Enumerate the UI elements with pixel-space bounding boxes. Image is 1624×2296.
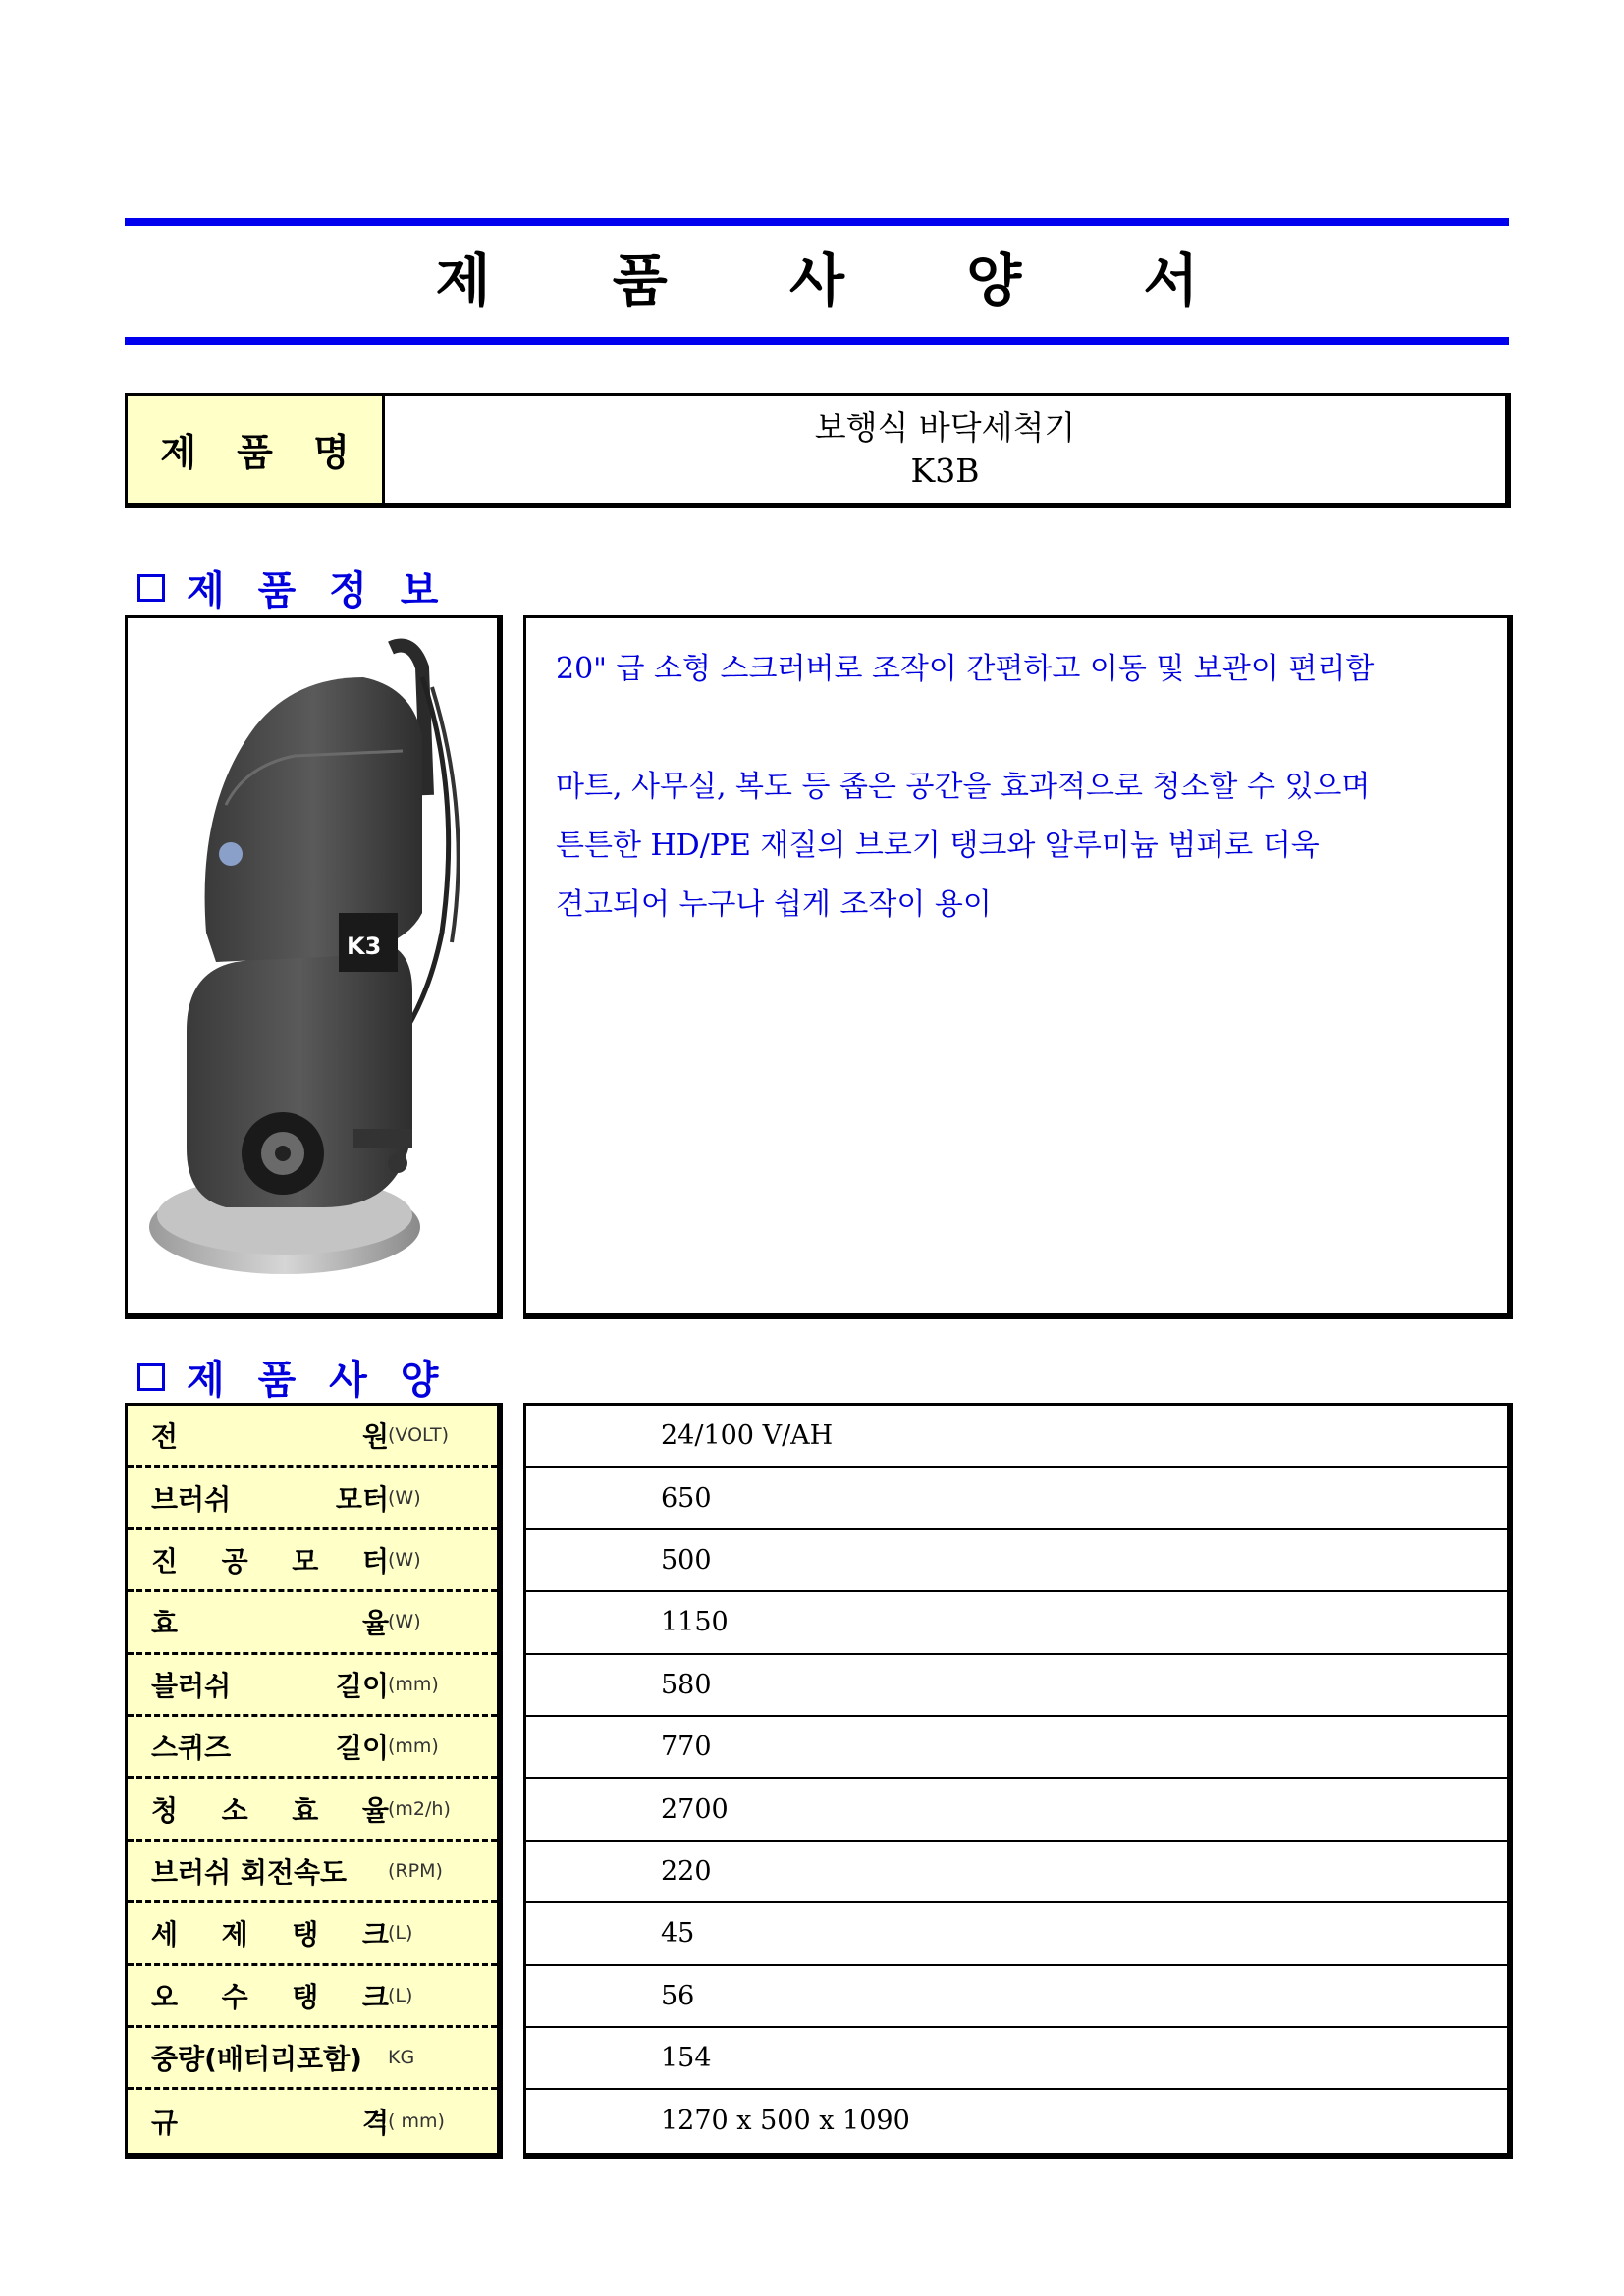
- product-image: [125, 615, 503, 1319]
- spec-label-part: 진: [151, 1544, 179, 1577]
- spec-label: [151, 1976, 389, 2015]
- floor-scrubber-illustration: [128, 618, 497, 1313]
- spec-label: [151, 1478, 389, 1518]
- spec-value: 2700: [526, 1779, 1507, 1841]
- spec-label-part: 길이: [335, 1669, 389, 1702]
- spec-label-part: 오: [151, 1980, 179, 2013]
- product-model: K3B: [910, 451, 980, 490]
- spec-value: 770: [526, 1717, 1507, 1779]
- spec-value: 220: [526, 1842, 1507, 1903]
- spec-label-row: [128, 1903, 497, 1965]
- spec-label-part: 소: [221, 1793, 248, 1827]
- document-title: 제 품 사 양 서: [435, 247, 1250, 314]
- spec-label-part: 중량(배터리포함): [151, 2043, 362, 2076]
- spec-value: 580: [526, 1655, 1507, 1717]
- spec-value: 56: [526, 1966, 1507, 2028]
- title-rule-top: [125, 218, 1509, 226]
- spec-label-part: 스퀴즈: [151, 1732, 232, 1765]
- description-line-2: 마트, 사무실, 복도 등 좁은 공간을 효과적으로 청소할 수 있으며: [556, 770, 1371, 804]
- spec-label: [151, 1851, 389, 1891]
- spec-label: [151, 1602, 389, 1641]
- spec-unit: (m2/h): [388, 1797, 451, 1820]
- spec-label-part: 브러쉬: [151, 1482, 232, 1516]
- spec-value: 24/100 V/AH: [526, 1406, 1507, 1468]
- section-heading-info-text: 제 품 정 보: [187, 568, 449, 614]
- spec-label-part: 율: [361, 1607, 389, 1640]
- spec-label-row: [128, 1966, 497, 2028]
- checkbox-icon: [137, 574, 165, 602]
- spec-label: [151, 1789, 389, 1829]
- spec-value: 1150: [526, 1592, 1507, 1654]
- checkbox-icon: [137, 1363, 165, 1391]
- spec-label-part: 모: [292, 1544, 319, 1577]
- spec-unit: (W): [388, 1548, 421, 1571]
- spec-label-part: 공: [221, 1544, 248, 1577]
- spec-label: [151, 1665, 389, 1704]
- spec-label-part: 효: [292, 1793, 319, 1827]
- spec-label-row: [128, 1717, 497, 1779]
- spec-label-part: 브러쉬 회전속도: [151, 1855, 348, 1889]
- product-name-label: 제 품 명: [128, 396, 385, 503]
- description-line-1: 20" 급 소형 스크러버로 조작이 간편하고 이동 및 보관이 편리함: [556, 652, 1375, 686]
- description-line-4: 견고되어 누구나 쉽게 조작이 용이: [556, 887, 992, 922]
- spec-label: [151, 1727, 389, 1766]
- spec-label-part: 탱: [292, 1918, 319, 1951]
- spec-label-part: 효: [151, 1607, 179, 1640]
- spec-label: [151, 1540, 389, 1579]
- section-heading-spec-text: 제 품 사 양: [187, 1358, 449, 1403]
- spec-unit: (VOLT): [388, 1424, 450, 1447]
- spec-label-row: [128, 2090, 497, 2152]
- spec-value: 45: [526, 1903, 1507, 1965]
- spec-label-part: 전: [151, 1420, 179, 1454]
- spec-label-part: 크: [361, 1980, 389, 2013]
- spec-unit: KG: [388, 2047, 415, 2069]
- spec-label: [151, 2038, 389, 2077]
- spec-label-row: [128, 1842, 497, 1903]
- spec-unit: (W): [388, 1611, 421, 1633]
- spec-label-part: 제: [221, 1918, 248, 1951]
- product-name-box: [125, 393, 1511, 508]
- spec-label-part: 수: [221, 1980, 248, 2013]
- spec-label-part: 길이: [335, 1732, 389, 1765]
- spec-labels-table: [125, 1403, 503, 2159]
- spec-label-part: 율: [361, 1793, 389, 1827]
- spec-unit: (mm): [388, 1673, 439, 1695]
- spec-label-part: 세: [151, 1918, 179, 1951]
- description-line-3: 튼튼한 HD/PE 재질의 브로기 탱크와 알루미늄 범퍼로 더욱: [556, 828, 1320, 863]
- badge-k3-text: K3: [347, 933, 382, 960]
- spec-label-row: [128, 1592, 497, 1654]
- spec-label: [151, 2102, 389, 2141]
- spec-label-part: 격: [361, 2106, 389, 2139]
- product-description: [523, 615, 1513, 1319]
- spec-unit: (RPM): [388, 1859, 443, 1882]
- product-name-korean: 보행식 바닥세척기: [814, 407, 1076, 447]
- spec-value: 650: [526, 1468, 1507, 1529]
- product-name-value: [385, 396, 1505, 503]
- spec-label-part: 크: [361, 1918, 389, 1951]
- spec-unit: (W): [388, 1486, 421, 1509]
- spec-label: [151, 1913, 389, 1952]
- spec-label-row: [128, 1468, 497, 1529]
- spec-unit: (mm): [388, 1735, 439, 1758]
- spec-label-part: 원: [361, 1420, 389, 1454]
- spec-unit: (L): [388, 1984, 413, 2006]
- spec-unit: (L): [388, 1922, 413, 1945]
- spec-value: 500: [526, 1530, 1507, 1592]
- spec-label-row: [128, 1655, 497, 1717]
- section-heading-spec: [137, 1349, 448, 1405]
- spec-value: 154: [526, 2028, 1507, 2090]
- spec-label-part: 탱: [292, 1980, 319, 2013]
- spec-label-row: [128, 1779, 497, 1841]
- spec-label: [151, 1415, 389, 1455]
- spec-label-part: 터: [361, 1544, 389, 1577]
- spec-label-part: 청: [151, 1793, 179, 1827]
- title-rule-bottom: [125, 337, 1509, 345]
- spec-value: 1270 x 500 x 1090: [661, 2106, 910, 2137]
- spec-label-row: [128, 1406, 497, 1468]
- spec-label-part: 규: [151, 2106, 179, 2139]
- spec-label-row: [128, 2028, 497, 2090]
- spec-values-table: [523, 1403, 1513, 2159]
- spec-label-part: 블러쉬: [151, 1669, 232, 1702]
- spec-label-part: 모터: [335, 1482, 389, 1516]
- spec-unit: ( mm): [388, 2109, 445, 2132]
- section-heading-info: [137, 560, 448, 615]
- spec-label-row: [128, 1530, 497, 1592]
